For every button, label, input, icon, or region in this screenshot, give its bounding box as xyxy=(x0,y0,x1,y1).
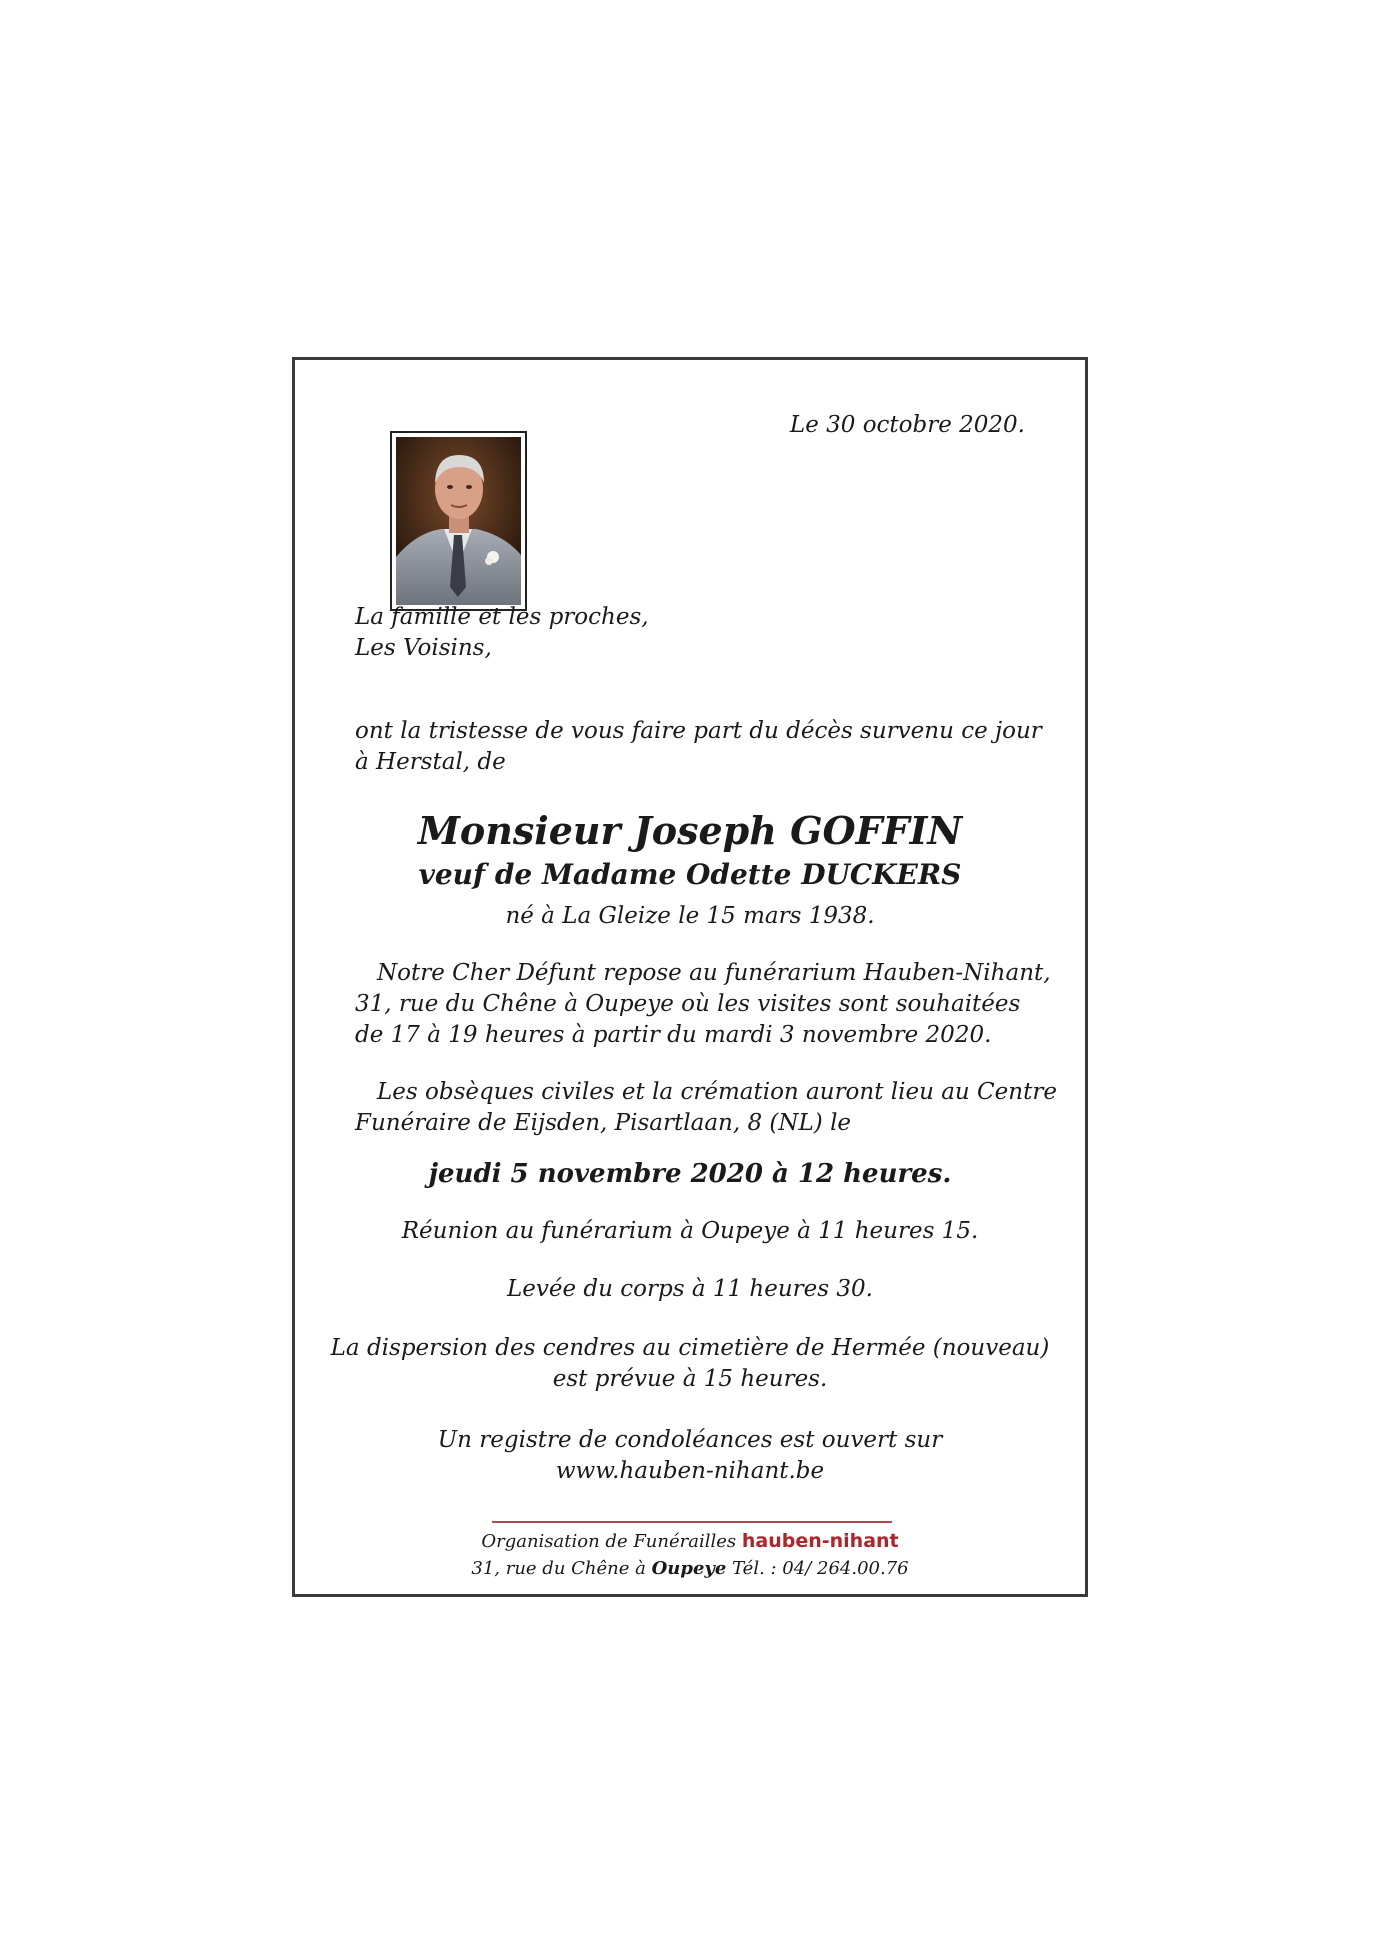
dispersion-line-1: La dispersion des cendres au cimetière de Hermée (nouveau) xyxy=(330,1335,1050,1361)
notice-date: Le 30 octobre 2020. xyxy=(789,412,1025,438)
registre-line-1: Un registre de condoléances est ouvert sur xyxy=(437,1427,943,1453)
reunion-line: Réunion au funérarium à Oupeye à 11 heures 15. xyxy=(401,1218,979,1244)
family-line-2: Les Voisins, xyxy=(355,635,492,661)
registre-website-link[interactable]: www.hauben-nihant.be xyxy=(555,1458,825,1484)
ceremony-date: jeudi 5 novembre 2020 à 12 heures. xyxy=(428,1159,952,1189)
repose-line-3: de 17 à 19 heures à partir du mardi 3 novembre 2020. xyxy=(355,1022,992,1048)
portrait-image xyxy=(396,437,521,605)
obseques-line-2: Funéraire de Eijsden, Pisartlaan, 8 (NL) le xyxy=(355,1110,852,1136)
announce-line-1: ont la tristesse de vous faire part du décès survenu ce jour xyxy=(355,718,1042,744)
repose-line-1: Notre Cher Défunt repose au funérarium Hauben-Nihant, xyxy=(377,960,1051,986)
levee-line: Levée du corps à 11 heures 30. xyxy=(507,1276,873,1302)
footer-address xyxy=(295,1558,1085,1579)
hauben-nihant-logo: hauben-nihant xyxy=(741,1530,899,1552)
widow-line: veuf de Madame Odette DUCKERS xyxy=(418,858,962,891)
birth-line: né à La Gleize le 15 mars 1938. xyxy=(505,903,875,929)
footer-phone: Tél. : 04/ 264.00.76 xyxy=(732,1558,909,1579)
footer-divider xyxy=(492,1521,892,1523)
obseques-line-1: Les obsèques civiles et la crémation auront lieu au Centre xyxy=(377,1079,1057,1105)
repose-line-2: 31, rue du Chêne à Oupeye où les visites sont souhaitées xyxy=(355,991,1021,1017)
deceased-name: Monsieur Joseph GOFFIN xyxy=(417,808,963,853)
footer-address-prefix: 31, rue du Chêne à xyxy=(471,1558,646,1579)
death-notice-card xyxy=(292,357,1088,1597)
announce-line-2: à Herstal, de xyxy=(355,749,506,775)
footer-address-town: Oupeye xyxy=(651,1558,727,1579)
dispersion-line-2: est prévue à 15 heures. xyxy=(552,1366,828,1392)
footer-organisation xyxy=(295,1530,1085,1552)
portrait-photo xyxy=(390,431,527,611)
footer-org-label: Organisation de Funérailles xyxy=(481,1531,737,1552)
family-line-1: La famille et les proches, xyxy=(355,604,649,630)
